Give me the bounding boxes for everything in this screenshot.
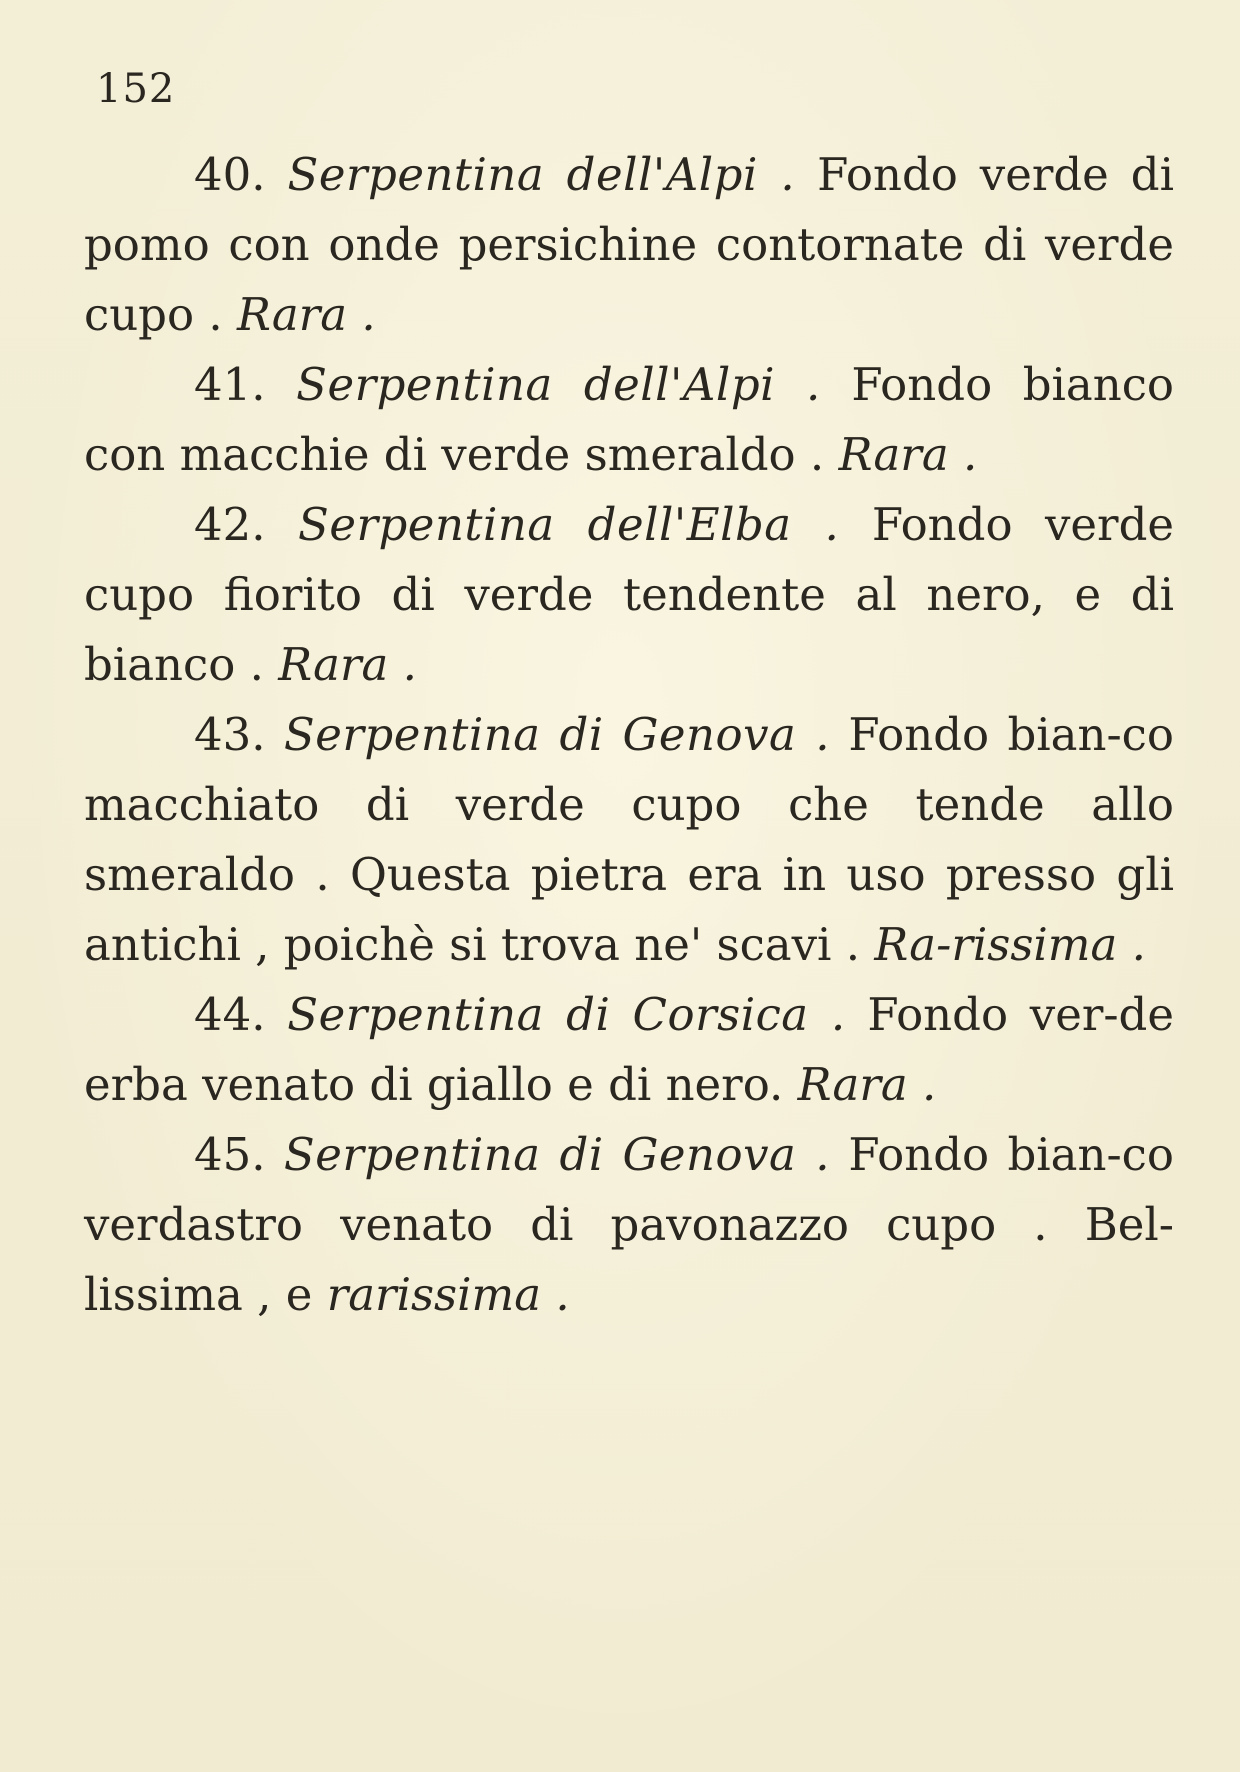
entry-rarity: Rara . [797,1058,937,1111]
entry-name: Serpentina di Genova . [283,1128,831,1181]
entry-rarity: Rara . [838,428,978,481]
page-number: 152 [96,66,176,112]
entry-description: Fondo bian-co verdastro venato di pavonazzo cupo . Bel-lissima , e [84,1128,1174,1321]
entry-description: Fondo verde di pomo con onde persichine contornate di verde cupo . [84,148,1174,341]
entry-description: Fondo bian-co macchiato di verde cupo che tende allo smeraldo . Questa pietra era in uso presso gli antichi , poichè si trova ne' scavi . [84,708,1174,971]
entry-number: 44. [194,988,266,1041]
entry-number: 45. [194,1128,266,1181]
entry-name: Serpentina di Genova . [283,708,831,761]
entry-description: Fondo verde cupo fiorito di verde tendente al nero, e di bianco . [84,498,1175,691]
page-body [84,140,1174,1330]
entry-42 [84,490,1174,700]
entry-name: Serpentina dell'Alpi . [287,148,796,201]
entry-name: Serpentina di Corsica . [287,988,846,1041]
entry-number: 42. [194,498,266,551]
entry-41 [84,350,1174,490]
entry-description: Fondo bianco con macchie di verde smeraldo . [84,358,1174,481]
entry-number: 40. [194,148,266,201]
entry-rarity: Ra-rissima . [874,918,1146,971]
entry-43 [84,700,1174,980]
entry-40 [84,140,1174,350]
entry-rarity: rarissima . [326,1268,570,1321]
entry-rarity: Rara . [237,288,376,341]
entry-44 [84,980,1174,1120]
entry-number: 43. [194,708,266,761]
entry-name: Serpentina dell'Elba . [298,498,840,551]
entry-rarity: Rara . [278,638,417,691]
entry-name: Serpentina dell'Alpi . [296,358,821,411]
entry-description: Fondo ver-de erba venato di giallo e di nero. [84,988,1174,1111]
entry-number: 41. [194,358,266,411]
entry-45 [84,1120,1174,1330]
